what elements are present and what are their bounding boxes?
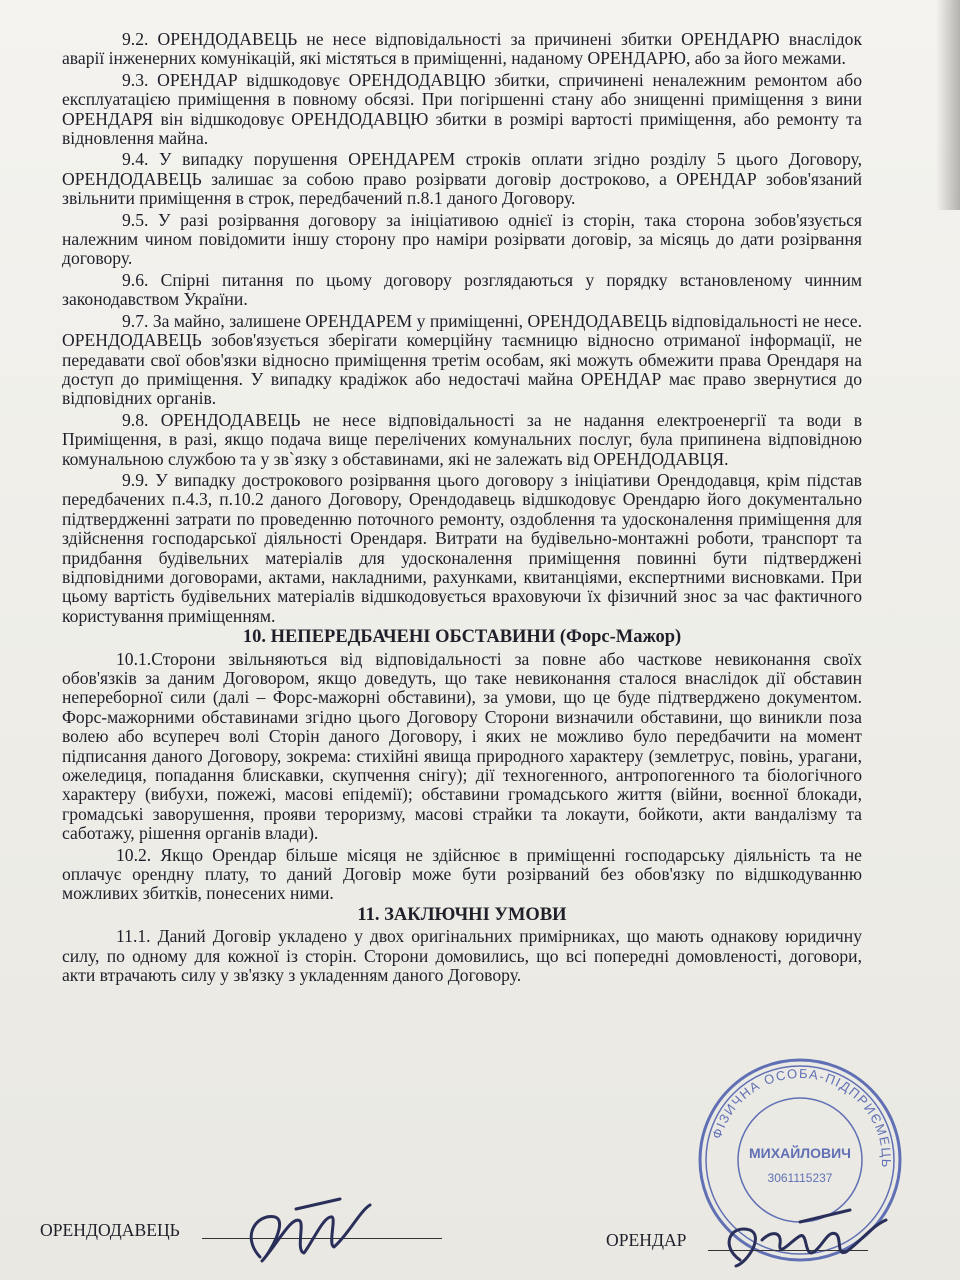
clause-9-9: 9.9. У випадку дострокового розірвання цього договору з ініціативи Орендодавця, крім підстав передбачених п.4.3, п.10.2 даного Договору, Орендодавець відшкодовує Орендарю його документально підтвердженні затрати по проведенню поточного ремонту, оздоблення та удосконалення приміщення для здійснення господарської діяльності Орендаря. Витрати на будівельно-монтажні роботи, транспорт та придбання будівельних матеріалів для удосконалення приміщення повинні бути підтверджені відповідними договорами, актами, накладними, рахунками, квитанціями, експертними висновками. При цьому вартість будівельних матеріалів відшкодовується враховуючи їх фізичний знос за час фактичного користування приміщенням.	[62, 469, 862, 626]
clause-9-7: 9.7. За майно, залишене ОРЕНДАРЕМ у приміщенні, ОРЕНДОДАВЕЦЬ відповідальності не несе. ОРЕНДОДАВЕЦЬ зобов'язується зберігати комерційну таємницю відносно отриманої інформації, не передавати свої обов'язки відносно приміщення третім особам, які можуть обмежити права Орендаря на доступ до приміщення. У випадку крадіжок або недостачі майна ОРЕНДАР має право звернутися до відповідних органів.	[62, 310, 862, 409]
clause-10-2: 10.2. Якщо Орендар більше місяця не здійснює в приміщенні господарську діяльність та не оплачує орендну плату, то даний Договір може бути розірваний без обов'язку по відшкодуванню можливих збитків, понесених ними.	[62, 844, 862, 904]
lessee-signature	[700, 1200, 900, 1280]
page-shadow	[936, 0, 960, 210]
clause-9-2: 9.2. ОРЕНДОДАВЕЦЬ не несе відповідальності за причинені збитки ОРЕНДАРЮ внаслідок аварії інженерних комунікацій, які містяться в приміщенні, наданому ОРЕНДАРЮ, або за його межами.	[62, 29, 862, 69]
lessor-signature-label: ОРЕНДОДАВЕЦЬ	[40, 1220, 180, 1240]
clause-10-1: 10.1.Сторони звільняються від відповідальності за повне або часткове невиконання своїх обов'язків за даним Договором, якщо доведуть, що таке невиконання сталося внаслідок дії обставин непереборної сили (далі – Форс-мажорні обставини), за умови, що це буде підтверджено документом. Форс-мажорними обставинами згідно цього Договору Сторони визначили обставини, що виникли поза волею або всупереч волі Сторін даного Договору, і яких не можливо було передбачити на момент підписання даного Договору, зокрема: стихійні явища природного характеру (землетрус, повінь, урагани, ожеледиця, попадання блискавки, скупчення снігу); дії техногенного, антропогенного та біологічного характеру (вибухи, пожежі, масові епідемії); обставини громадського життя (війни, воєнної блокади, громадські заворушення, прояви тероризму, масові страйки та локаути, бойкоти, акти вандалізму та саботажу, рішення органів влади).	[62, 648, 862, 844]
clause-9-6: 9.6. Спірні питання по цьому договору розглядаються у порядку встановленому чинним законодавством України.	[62, 269, 862, 310]
clause-11-1: 11.1. Даний Договір укладено у двох оригінальних примірниках, що мають однакову юридичну силу, по одному для кожної із сторін. Сторони домовились, що всі попередні домовленості, договори, акти втрачають силу у зв'язку з укладенням даного Договору.	[62, 926, 862, 986]
stamp-name-text: МИХАЙЛОВИЧ	[749, 1145, 851, 1161]
section-11-heading: 11. ЗАКЛЮЧНІ УМОВИ	[357, 904, 567, 925]
stamp-ring-text: ФІЗИЧНА ОСОБА-ПІДПРИЄМЕЦЬ	[708, 1065, 895, 1170]
section-10-heading: 10. НЕПЕРЕДБАЧЕНІ ОБСТАВИНИ (Форс-Мажор)	[242, 627, 682, 648]
clause-9-4: 9.4. У випадку порушення ОРЕНДАРЕМ строків оплати згідно розділу 5 цього Договору, ОРЕНДОДАВЕЦЬ залишає за собою право розірвати договір достроково, а ОРЕНДАР зобов'язаний звільнити приміщення в строк, передбачений п.8.1 даного Договору.	[62, 149, 862, 209]
clause-9-8: 9.8. ОРЕНДОДАВЕЦЬ не несе відповідальності за не надання електроенергії та води в Приміщення, в разі, якщо подача вище перелічених комунальних послуг, була припинена відповідною комунальною службою та у зв`язку з обставинами, які не залежать від ОРЕНДОДАВЦЯ.	[62, 409, 862, 469]
lessee-signature-label: ОРЕНДАР	[606, 1230, 687, 1250]
stamp-code-text: 3061115237	[767, 1171, 833, 1185]
clause-9-3: 9.3. ОРЕНДАР відшкодовує ОРЕНДОДАВЦЮ збитки, спричинені неналежним ремонтом або експлуатацією приміщення в повному обсязі. При погіршенні стану або знищенні приміщення з вини ОРЕНДАРЯ він відшкодовує ОРЕНДОДАВЦЮ збитки в розмірі вартості приміщення, або ремонту та відновлення майна.	[62, 69, 862, 149]
clause-9-5: 9.5. У разі розірвання договору за ініціативою однієї із сторін, така сторона зобов'язується належним чином повідомити іншу сторону про наміри розірвати договір, за місяць до дати розірвання договору.	[62, 209, 862, 269]
lessor-signature	[200, 1195, 380, 1275]
document-body	[62, 30, 862, 988]
